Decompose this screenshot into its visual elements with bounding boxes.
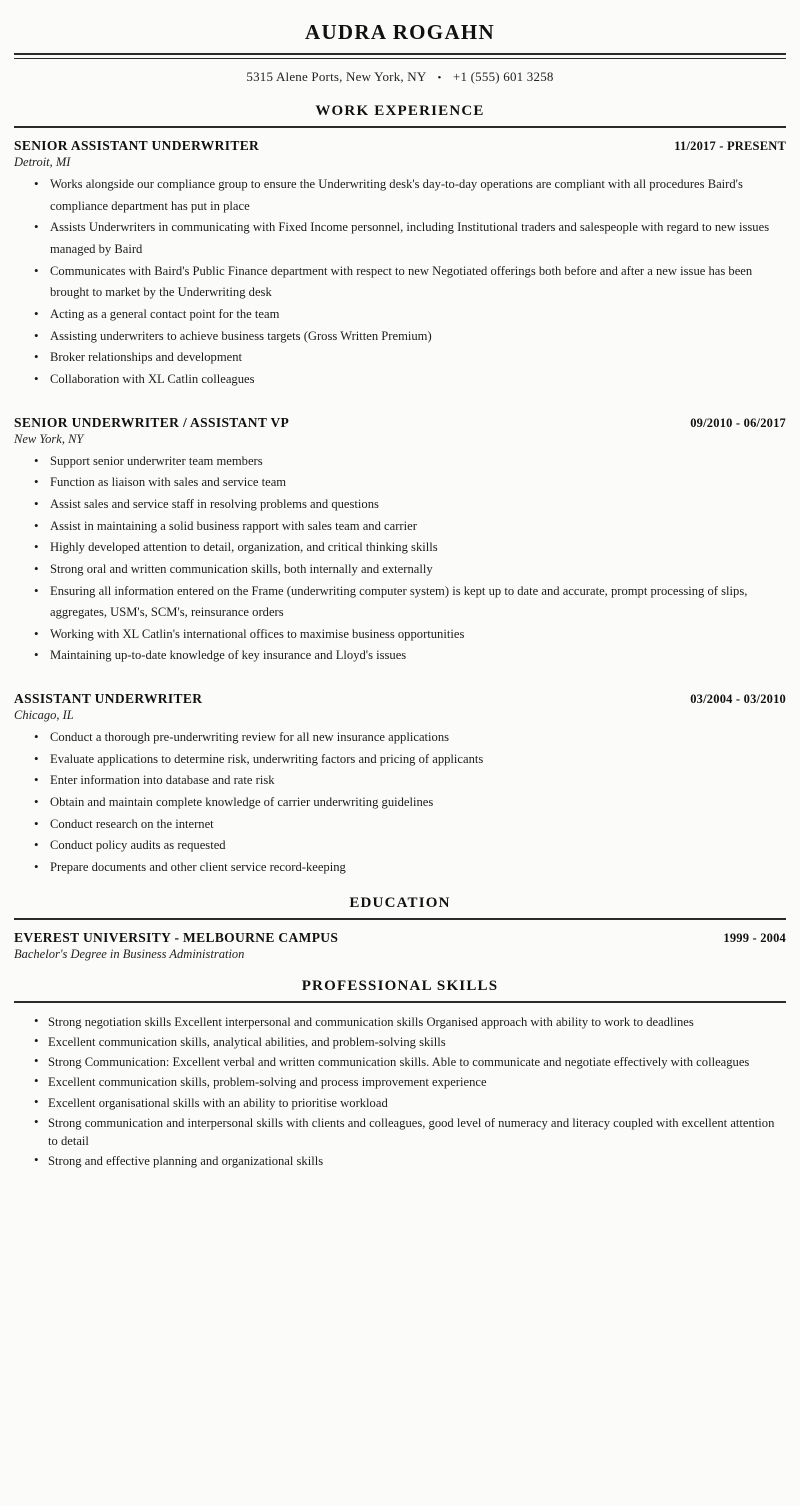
school-name: EVEREST UNIVERSITY - MELBOURNE CAMPUS xyxy=(14,929,339,945)
list-item: • Strong and effective planning and organizational skills xyxy=(48,1152,786,1170)
work-entry xyxy=(14,138,786,391)
contact-phone: +1 (555) 601 3258 xyxy=(452,69,554,84)
entry-spacer xyxy=(14,671,786,691)
list-item: • Strong Communication: Excellent verbal and written communication skills. Able to communicate and negotiate effectively with colleagues xyxy=(48,1053,786,1071)
education-entry-header xyxy=(14,930,786,946)
work-entry-header xyxy=(14,138,786,154)
list-item: • Conduct a thorough pre-underwriting review for all new insurance applications xyxy=(48,727,786,749)
list-item: • Collaboration with XL Catlin colleagues xyxy=(48,369,786,391)
list-item: • Assists Underwriters in communicating with Fixed Income personnel, including Institutional traders and salespeople with regard to new issues managed by Baird xyxy=(48,217,786,260)
job-dates: 11/2017 - PRESENT xyxy=(674,139,786,153)
list-item: • Communicates with Baird's Public Finance department with respect to new Negotiated offerings both before and after a new issue has been brought to market by the Underwriting desk xyxy=(48,261,786,304)
page-title: AUDRA ROGAHN xyxy=(304,20,496,44)
list-item: • Excellent communication skills, analytical abilities, and problem-solving skills xyxy=(48,1033,786,1051)
education-entry xyxy=(14,930,786,962)
school-dates: 1999 - 2004 xyxy=(723,930,786,945)
list-item: • Conduct policy audits as requested xyxy=(48,835,786,857)
contact-separator: • xyxy=(437,72,442,85)
list-item: • Strong communication and interpersonal skills with clients and colleagues, good level of numeracy and literacy coupled with excellent attention to detail xyxy=(48,1114,786,1151)
list-item: • Assist sales and service staff in resolving problems and questions xyxy=(48,494,786,516)
list-item: • Prepare documents and other client service record-keeping xyxy=(48,857,786,879)
list-item: • Ensuring all information entered on the Frame (underwriting computer system) is kept up to date and accurate, prompt processing of slips, aggregates, USM's, SCM's, reinsurance orders xyxy=(48,581,786,624)
list-item: • Excellent organisational skills with an ability to prioritise workload xyxy=(48,1094,786,1112)
contact-address: 5315 Alene Ports, New York, NY xyxy=(246,69,426,84)
list-item: • Function as liaison with sales and service team xyxy=(48,472,786,494)
job-bullet-list xyxy=(14,451,786,668)
list-item: • Obtain and maintain complete knowledge of carrier underwriting guidelines xyxy=(48,792,786,814)
skills-list xyxy=(14,1013,786,1171)
degree-name: Bachelor's Degree in Business Administration xyxy=(14,946,245,961)
work-entry xyxy=(14,691,786,879)
list-item: • Assist in maintaining a solid business rapport with sales team and carrier xyxy=(48,516,786,538)
job-location: New York, NY xyxy=(14,431,84,446)
work-entry-header xyxy=(14,691,786,707)
section-heading-work-experience: WORK EXPERIENCE xyxy=(315,103,485,119)
list-item: • Assisting underwriters to achieve business targets (Gross Written Premium) xyxy=(48,326,786,348)
list-item: • Conduct research on the internet xyxy=(48,814,786,836)
job-title: ASSISTANT UNDERWRITER xyxy=(14,691,203,707)
resume-document xyxy=(14,20,786,1171)
list-item: • Works alongside our compliance group to ensure the Underwriting desk's day-to-day operations are compliant with all procedures Baird's compliance department has put in place xyxy=(48,174,786,217)
list-item: • Excellent communication skills, problem-solving and process improvement experience xyxy=(48,1073,786,1091)
section-heading-professional-skills: PROFESSIONAL SKILLS xyxy=(301,977,499,994)
entry-spacer xyxy=(14,395,786,415)
job-dates: 09/2010 - 06/2017 xyxy=(690,415,786,430)
section-heading-education: EDUCATION xyxy=(349,894,451,911)
job-location: Chicago, IL xyxy=(14,708,74,723)
job-location: Detroit, MI xyxy=(14,155,71,169)
section-divider xyxy=(14,126,786,128)
list-item: • Strong oral and written communication skills, both internally and externally xyxy=(48,559,786,581)
job-title: SENIOR ASSISTANT UNDERWRITER xyxy=(14,138,260,153)
list-item: • Highly developed attention to detail, organization, and critical thinking skills xyxy=(48,537,786,559)
job-title: SENIOR UNDERWRITER / ASSISTANT VP xyxy=(14,414,290,430)
work-entry xyxy=(14,415,786,668)
section-divider xyxy=(14,918,786,920)
work-entry-header xyxy=(14,415,786,431)
job-bullet-list xyxy=(14,174,786,391)
list-item: • Working with XL Catlin's international offices to maximise business opportunities xyxy=(48,624,786,646)
job-bullet-list xyxy=(14,727,786,879)
list-item: • Enter information into database and rate risk xyxy=(48,770,786,792)
contact-line xyxy=(14,69,786,85)
list-item: • Strong negotiation skills Excellent interpersonal and communication skills Organised approach with ability to work to deadlines xyxy=(48,1013,786,1031)
header-divider xyxy=(14,53,786,59)
job-dates: 03/2004 - 03/2010 xyxy=(690,692,786,707)
list-item: • Broker relationships and development xyxy=(48,347,786,369)
list-item: • Acting as a general contact point for the team xyxy=(48,304,786,326)
list-item: • Support senior underwriter team members xyxy=(48,451,786,473)
list-item: • Maintaining up-to-date knowledge of key insurance and Lloyd's issues xyxy=(48,645,786,667)
section-divider xyxy=(14,1001,786,1003)
list-item: • Evaluate applications to determine risk, underwriting factors and pricing of applicants xyxy=(48,749,786,771)
